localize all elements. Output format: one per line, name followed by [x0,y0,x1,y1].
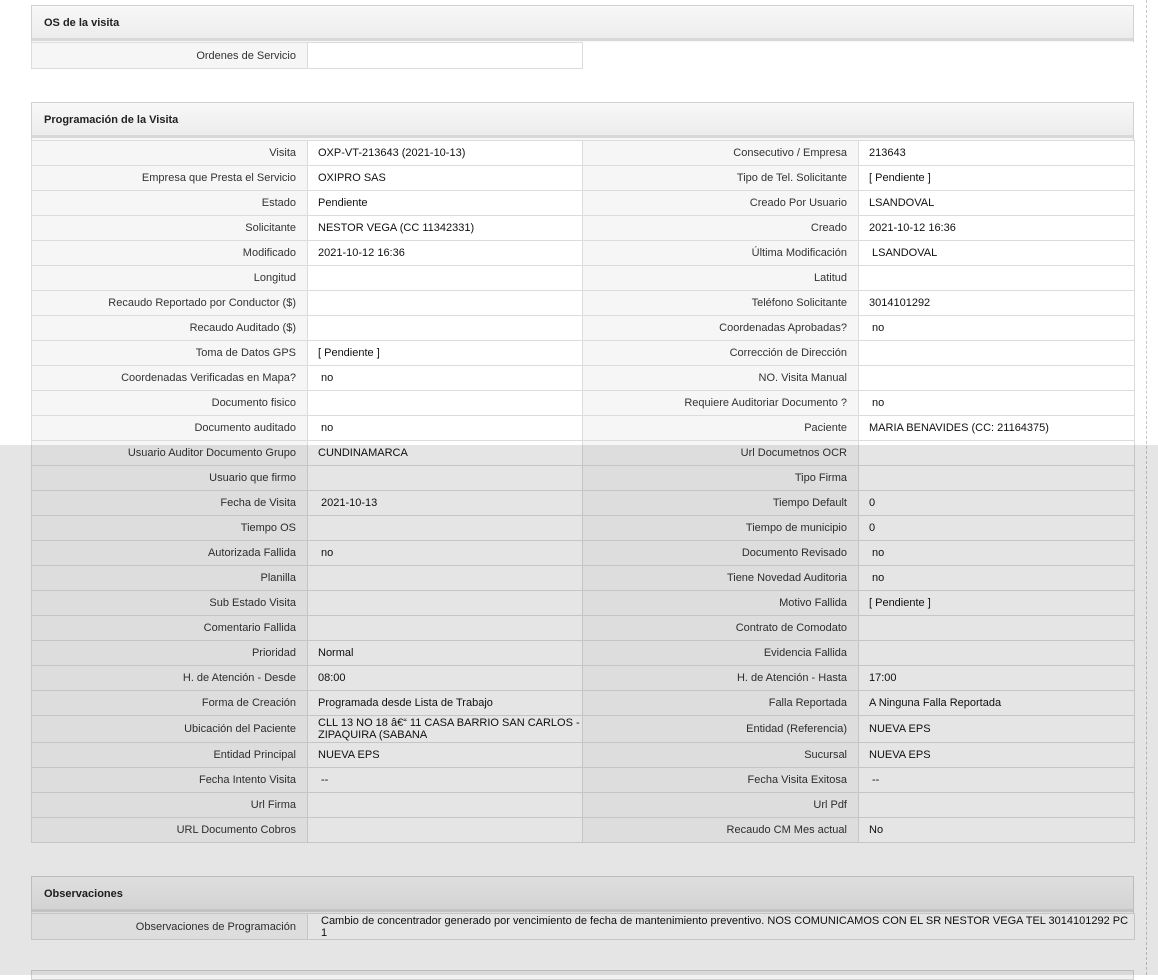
field-value: [ Pendiente ] [308,341,583,366]
table-row [32,241,1135,266]
field-value: NESTOR VEGA (CC 11342331) [308,216,583,241]
table-row [32,691,1135,716]
table-row [32,818,1135,843]
field-value [308,566,583,591]
field-label: Recaudo Reportado por Conductor ($) [32,291,308,316]
field-value: no [859,541,1135,566]
field-value: no [308,416,583,441]
field-value [308,616,583,641]
field-label: Documento Revisado [583,541,859,566]
observaciones-section [31,876,1134,913]
field-value [308,391,583,416]
field-value [308,793,583,818]
field-label: Última Modificación [583,241,859,266]
field-label: Url Firma [32,793,308,818]
field-label: Falla Reportada [583,691,859,716]
field-label: Recaudo CM Mes actual [583,818,859,843]
field-value: 2021-10-12 16:36 [308,241,583,266]
table-row [32,491,1135,516]
programacion-section-title: Programación de la Visita [32,103,1133,138]
field-label: Autorizada Fallida [32,541,308,566]
table-row [32,516,1135,541]
field-label: Empresa que Presta el Servicio [32,166,308,191]
table-row [32,266,1135,291]
field-value [308,291,583,316]
field-value: Normal [308,641,583,666]
field-label: Documento fisico [32,391,308,416]
field-value [308,466,583,491]
field-label: Fecha Intento Visita [32,768,308,793]
field-label: Documento auditado [32,416,308,441]
table-row [32,743,1135,768]
field-label: Recaudo Auditado ($) [32,316,308,341]
table-row [32,914,1135,940]
field-label: Usuario que firmo [32,466,308,491]
field-value: MARIA BENAVIDES (CC: 21164375) [859,416,1135,441]
table-row [32,191,1135,216]
field-value: 08:00 [308,666,583,691]
field-label: Tipo Firma [583,466,859,491]
table-row [32,416,1135,441]
field-label: Tipo de Tel. Solicitante [583,166,859,191]
field-label: Sub Estado Visita [32,591,308,616]
field-label: Sucursal [583,743,859,768]
field-label: Paciente [583,416,859,441]
field-label: Fecha de Visita [32,491,308,516]
field-value: 0 [859,491,1135,516]
table-row [32,166,1135,191]
field-label: Planilla [32,566,308,591]
table-row [32,566,1135,591]
field-value [859,441,1135,466]
table-row [32,716,1135,743]
field-label: URL Documento Cobros [32,818,308,843]
field-label: Ordenes de Servicio [32,43,308,69]
field-label: Entidad Principal [32,743,308,768]
field-value: No [859,818,1135,843]
field-value: 17:00 [859,666,1135,691]
field-value: 0 [859,516,1135,541]
field-value [859,366,1135,391]
field-value: NUEVA EPS [308,743,583,768]
field-label: Comentario Fallida [32,616,308,641]
field-label: Tiempo Default [583,491,859,516]
field-value [859,466,1135,491]
field-label: Prioridad [32,641,308,666]
field-value: OXIPRO SAS [308,166,583,191]
field-value: Pendiente [308,191,583,216]
field-label: Toma de Datos GPS [32,341,308,366]
field-label: Longitud [32,266,308,291]
field-label: Tiene Novedad Auditoria [583,566,859,591]
field-label: Latitud [583,266,859,291]
field-value [859,266,1135,291]
table-row [32,466,1135,491]
address-text: CLL 13 NO 18 â€“ 11 CASA BARRIO SAN CARLOS - ZIPAQUIRA (SABANA [318,717,580,741]
field-value: no [308,366,583,391]
field-value [859,616,1135,641]
table-row [32,216,1135,241]
table-row [32,541,1135,566]
field-label: Creado Por Usuario [583,191,859,216]
table-row [32,43,583,69]
field-value [859,341,1135,366]
field-label: Ubicación del Paciente [32,716,308,743]
field-label: Solicitante [32,216,308,241]
programacion-section [31,102,1134,140]
field-label: Coordenadas Verificadas en Mapa? [32,366,308,391]
field-label: NO. Visita Manual [583,366,859,391]
field-value: no [859,316,1135,341]
field-value: NUEVA EPS [859,743,1135,768]
table-row [32,341,1135,366]
table-row [32,666,1135,691]
field-value: 2021-10-12 16:36 [859,216,1135,241]
field-value: Programada desde Lista de Trabajo [308,691,583,716]
programacion-table [31,140,1135,843]
observaciones-section-title: Observaciones [32,877,1133,912]
table-row [32,316,1135,341]
field-value [308,716,583,743]
field-label: Estado [32,191,308,216]
field-value: -- [308,768,583,793]
field-value: [ Pendiente ] [859,591,1135,616]
table-row [32,291,1135,316]
field-value [308,316,583,341]
field-value: NUEVA EPS [859,716,1135,743]
field-value: OXP-VT-213643 (2021-10-13) [308,141,583,166]
field-value: LSANDOVAL [859,191,1135,216]
field-value [308,591,583,616]
field-label: Forma de Creación [32,691,308,716]
table-row [32,141,1135,166]
field-label: Tiempo de municipio [583,516,859,541]
field-label: Coordenadas Aprobadas? [583,316,859,341]
table-row [32,366,1135,391]
field-value: A Ninguna Falla Reportada [859,691,1135,716]
field-label: Url Documetnos OCR [583,441,859,466]
field-label: Observaciones de Programación [32,914,308,940]
table-row [32,441,1135,466]
field-label: Entidad (Referencia) [583,716,859,743]
field-label: Usuario Auditor Documento Grupo [32,441,308,466]
field-value [308,43,583,69]
field-label: Fecha Visita Exitosa [583,768,859,793]
field-label: Teléfono Solicitante [583,291,859,316]
field-value [308,266,583,291]
os-section [31,5,1134,42]
table-row [32,641,1135,666]
table-row [32,616,1135,641]
field-value: no [859,566,1135,591]
table-row [32,768,1135,793]
field-label: Requiere Auditoriar Documento ? [583,391,859,416]
field-value: 213643 [859,141,1135,166]
field-label: Evidencia Fallida [583,641,859,666]
observaciones-table [31,913,1135,940]
field-label: Url Pdf [583,793,859,818]
field-label: Visita [32,141,308,166]
field-value [859,641,1135,666]
field-label: Consecutivo / Empresa [583,141,859,166]
field-value: no [308,541,583,566]
field-label: Contrato de Comodato [583,616,859,641]
field-label: Motivo Fallida [583,591,859,616]
next-section-edge [31,970,1134,980]
field-value: no [859,391,1135,416]
field-label: H. de Atención - Desde [32,666,308,691]
field-value [859,793,1135,818]
field-value: -- [859,768,1135,793]
field-value: LSANDOVAL [859,241,1135,266]
field-value [308,516,583,541]
field-value: 3014101292 [859,291,1135,316]
field-label: Modificado [32,241,308,266]
table-row [32,591,1135,616]
field-value: 2021-10-13 [308,491,583,516]
table-row [32,793,1135,818]
page-divider [1146,0,1147,975]
field-value: CUNDINAMARCA [308,441,583,466]
field-label: Tiempo OS [32,516,308,541]
os-section-title: OS de la visita [32,6,1133,41]
field-label: H. de Atención - Hasta [583,666,859,691]
field-value: Cambio de concentrador generado por vencimiento de fecha de mantenimiento preventivo. NOS COMUNICAMOS CON EL SR NESTOR VEGA TEL 3014101292 PC 1 [308,914,1135,940]
field-value: [ Pendiente ] [859,166,1135,191]
field-label: Corrección de Dirección [583,341,859,366]
field-label: Creado [583,216,859,241]
field-value [308,818,583,843]
table-row [32,391,1135,416]
os-table [31,42,583,69]
